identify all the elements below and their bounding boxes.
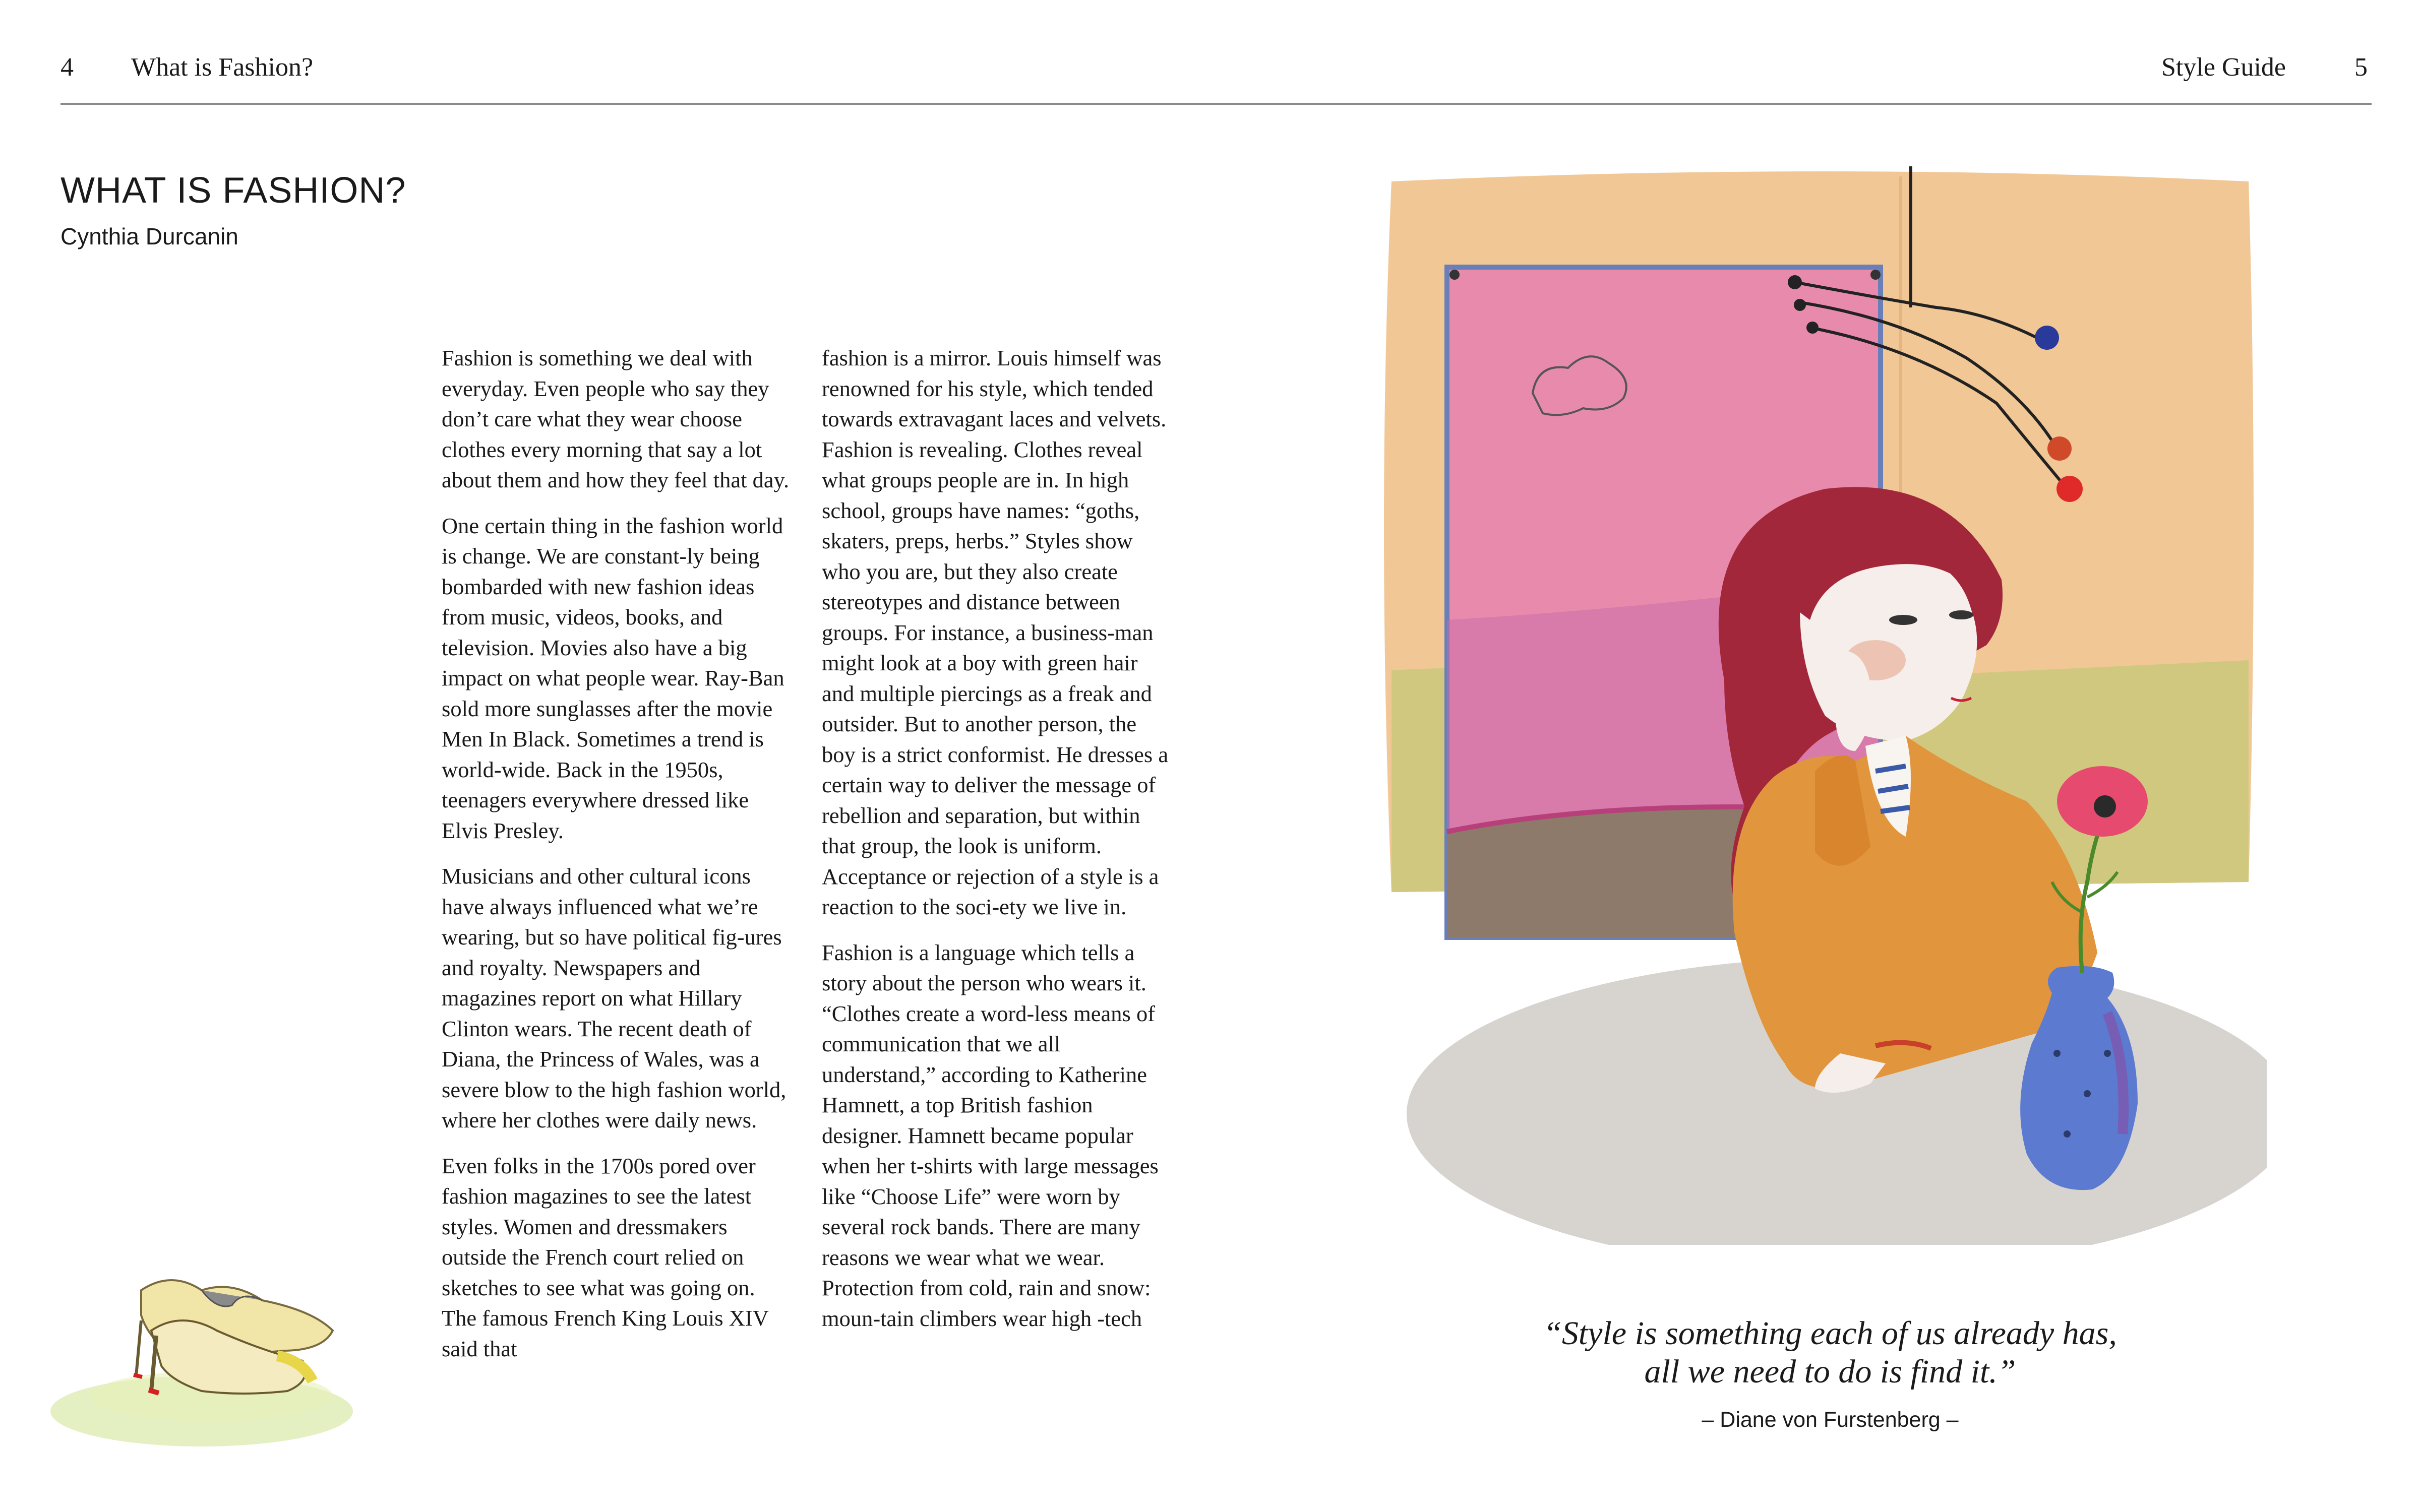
pull-quote [1462,1314,2198,1391]
body-column-1 [442,343,790,1379]
header-rule [60,103,2372,105]
paragraph: Fashion is a language which tells a story about the person who wears it. “Clothes create a word-less means of communication that we all understand,” according to Katherine Hamnett, a top British fashion designer. Hamnett became popular when her t-shirts with large messages like “Choose Life” were worn by several rock bands. There are many reasons we wear what we wear. Protection from cold, rain and snow: moun-tain climbers wear high -tech [822,939,1159,1331]
paragraph: Even folks in the 1700s pored over fashion magazines to see the latest styles. Women and dressmakers outside the French court relied on sketches to see what was going on. The famous French King Louis XIV said that [442,1153,769,1361]
paragraph: fashion is a mirror. Louis himself was renowned for his style, which tended towards extravagant laces and velvets. Fashion is revealing. Clothes reveal what groups people are in. In high school, groups have names: “goths, skaters, preps, herbs.” Styles show who you are, but they also create stereotypes and distance between groups. For instance, a business-man might look at a boy with green hair and multiple piercings as a freak and outsider. But to another person, the boy is a strict conformist. He dresses a certain way to deliver the message of rebellion and separation, but within that group, the look is uniform. Acceptance or rejection of a style is a reaction to the soci-ety we live in. [822,345,1169,919]
right-running-title: Style Guide [2161,53,2286,82]
woman-at-window-illustration [1371,166,2267,1245]
paragraph: Fashion is something we deal with everyday. Even people who say they don’t care what they wear choose clothes every morning that say a lot about them and how they feel that day. [442,345,790,492]
paragraph: Musicians and other cultural icons have always influenced what we’re wearing, but so have political fig-ures and royalty. Newspapers and magazines report on what Hillary Clinton wears. The recent death of Diana, the Princess of Wales, was a severe blow to the high fashion world, where her clothes were daily news. [442,863,786,1132]
paragraph: One certain thing in the fashion world is change. We are constant-ly being bombarded with new fashion ideas from music, videos, books, and television. Movies also have a big impact on what people wear. Ray-Ban sold more sunglasses after the movie Men In Black. Sometimes a trend is world-wide. Back in the 1950s, teenagers everywhere dressed like Elvis Presley. [442,513,784,843]
left-running-title: What is Fashion? [131,53,314,82]
pull-quote-line-2: all we need to do is find it.” [1644,1353,2016,1390]
article-author: Cynthia Durcanin [60,223,238,249]
right-page-number: 5 [2354,53,2368,82]
article-title: WHAT IS FASHION? [60,170,406,211]
quote-attribution: – Diane von Furstenberg – [1702,1408,1959,1432]
pull-quote-line-1: “Style is something each of us already has, [1543,1315,2117,1352]
left-page-number: 4 [60,53,74,82]
shoes-illustration [50,1230,383,1452]
body-column-2 [822,343,1170,1349]
